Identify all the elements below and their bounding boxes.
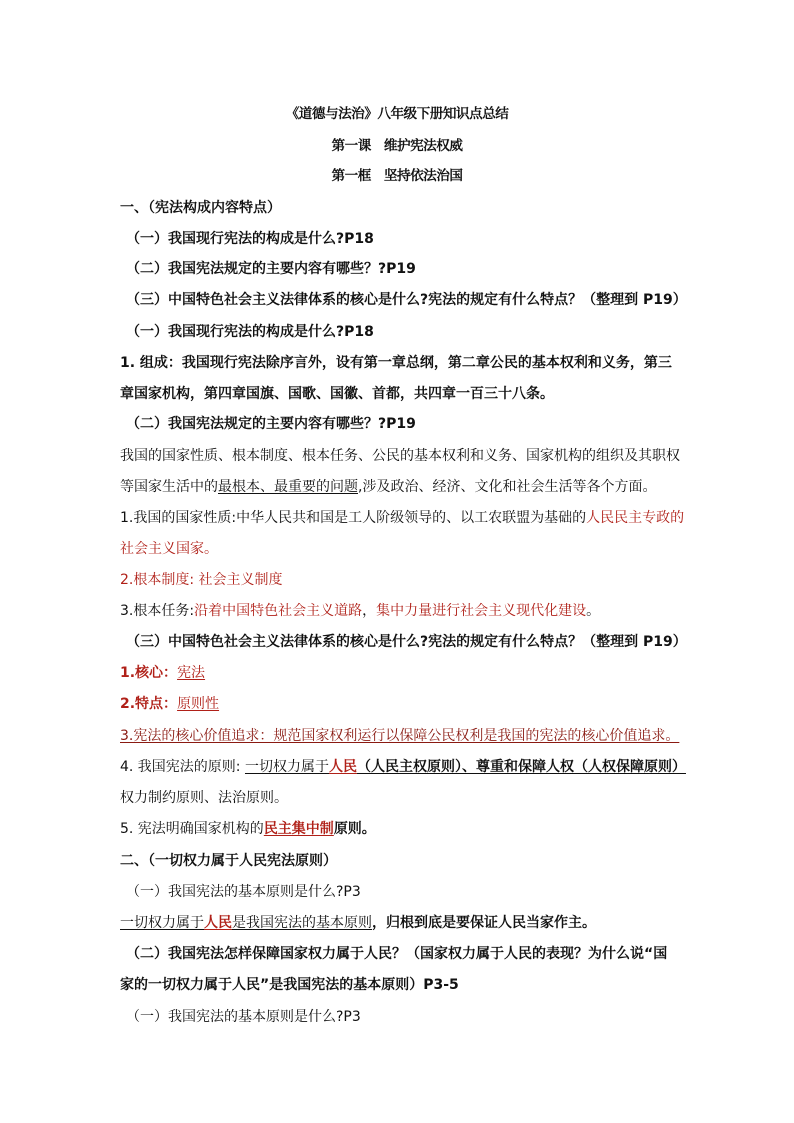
list-label: 3.根本任务: (120, 603, 195, 619)
section-heading: 二、（一切权力属于人民宪法原则） (120, 853, 337, 869)
underlined-text: 最根本、最重要的问题 (218, 479, 358, 495)
lesson-title: 第一课 维护宪法权威 (331, 138, 463, 154)
frame-title: 第一框 坚持依法治国 (331, 168, 463, 184)
highlighted-text: 原则性 (177, 696, 220, 712)
highlighted-text: 集中力量进行社会主义现代化建设 (376, 603, 587, 619)
document-title: 《道德与法治》八年级下册知识点总结 (285, 106, 509, 122)
text-segment: 1.我国的国家性质:中华人民共和国是工人阶级领导的、以工农联盟为基础的 (120, 510, 587, 526)
text-segment: 原则。 (333, 821, 376, 837)
text-segment: ,涉及政治、经济、文化和社会生活等各个方面。 (358, 479, 657, 495)
list-item (120, 570, 690, 590)
text-segment: 等国家生活中的 (120, 479, 218, 495)
paragraph-line: 章国家机构，第四章国旗、国歌、国徽、首都，共四章一百三十八条。 (120, 386, 554, 402)
highlighted-text: 民主集中制 (263, 821, 334, 837)
list-label: 2.根本制度: (120, 572, 199, 588)
list-item (120, 663, 690, 683)
paragraph-line (120, 477, 690, 497)
section-heading: 一、（宪法构成内容特点） (120, 200, 281, 216)
highlighted-text: 沿着中国特色社会主义道路 (194, 603, 363, 619)
list-label: 4. 我国宪法的原则: (120, 759, 245, 775)
list-item (120, 757, 690, 777)
underlined-text: 一切权力属于 (244, 759, 329, 775)
subsection-heading: （一）我国现行宪法的构成是什么?P18 (126, 324, 374, 340)
list-item (120, 508, 690, 528)
subsection-heading: （二）我国宪法规定的主要内容有哪些？?P19 (126, 416, 416, 432)
list-item: 3.宪法的核心价值追求：规范国家权利运行以保障公民权利是我国的宪法的核心价值追求。 (120, 728, 680, 744)
list-label: 2.特点： (120, 696, 178, 712)
text-segment: 。 (586, 603, 601, 619)
highlighted-text: 社会主义制度 (198, 572, 283, 588)
text-segment: ， (362, 603, 377, 619)
question: （二）我国宪法规定的主要内容有哪些？?P19 (126, 261, 416, 277)
list-label: 1.核心： (120, 665, 178, 681)
paragraph-line: 权力制约原则、法治原则。 (120, 790, 288, 806)
question: （一）我国现行宪法的构成是什么?P18 (126, 231, 374, 247)
underlined-text: （人民主权原则）、尊重和保障人权（人权保障原则） (356, 759, 686, 775)
subsection-heading: （三）中国特色社会主义法律体系的核心是什么?宪法的规定有什么特点？（整理到 P19） (126, 634, 687, 650)
question: （一）我国宪法的基本原则是什么?P3 (126, 884, 361, 900)
question: （三）中国特色社会主义法律体系的核心是什么?宪法的规定有什么特点？（整理到 P19） (126, 292, 687, 308)
question: （一）我国宪法的基本原则是什么?P3 (126, 1009, 361, 1025)
list-item (120, 601, 690, 621)
list-item (120, 694, 690, 714)
paragraph-line: 1. 组成：我国现行宪法除序言外，设有第一章总纲，第二章公民的基本权利和义务，第三 (120, 355, 672, 371)
underlined-text: 一切权力属于 (120, 915, 204, 931)
highlighted-text: 人民民主专政的 (586, 510, 685, 526)
highlighted-text: 宪法 (177, 665, 206, 681)
list-item (120, 819, 690, 839)
question: 家的一切权力属于人民”是我国宪法的基本原则）P3-5 (120, 977, 459, 993)
paragraph-line (120, 913, 690, 933)
highlighted-text: 社会主义国家。 (120, 541, 218, 557)
text-segment: ，归根到底是要保证人民当家作主。 (372, 915, 596, 931)
underlined-text: 是我国宪法的基本原则 (232, 915, 372, 931)
highlighted-text: 人民 (328, 759, 357, 775)
list-label: 5. 宪法明确国家机构的 (120, 821, 264, 837)
question: （二）我国宪法怎样保障国家权力属于人民？（国家权力属于人民的表现？为什么说“国 (126, 946, 668, 962)
highlighted-text: 人民 (204, 915, 232, 931)
paragraph-line: 我国的国家性质、根本制度、根本任务、公民的基本权利和义务、国家机构的组织及其职权 (120, 448, 680, 464)
